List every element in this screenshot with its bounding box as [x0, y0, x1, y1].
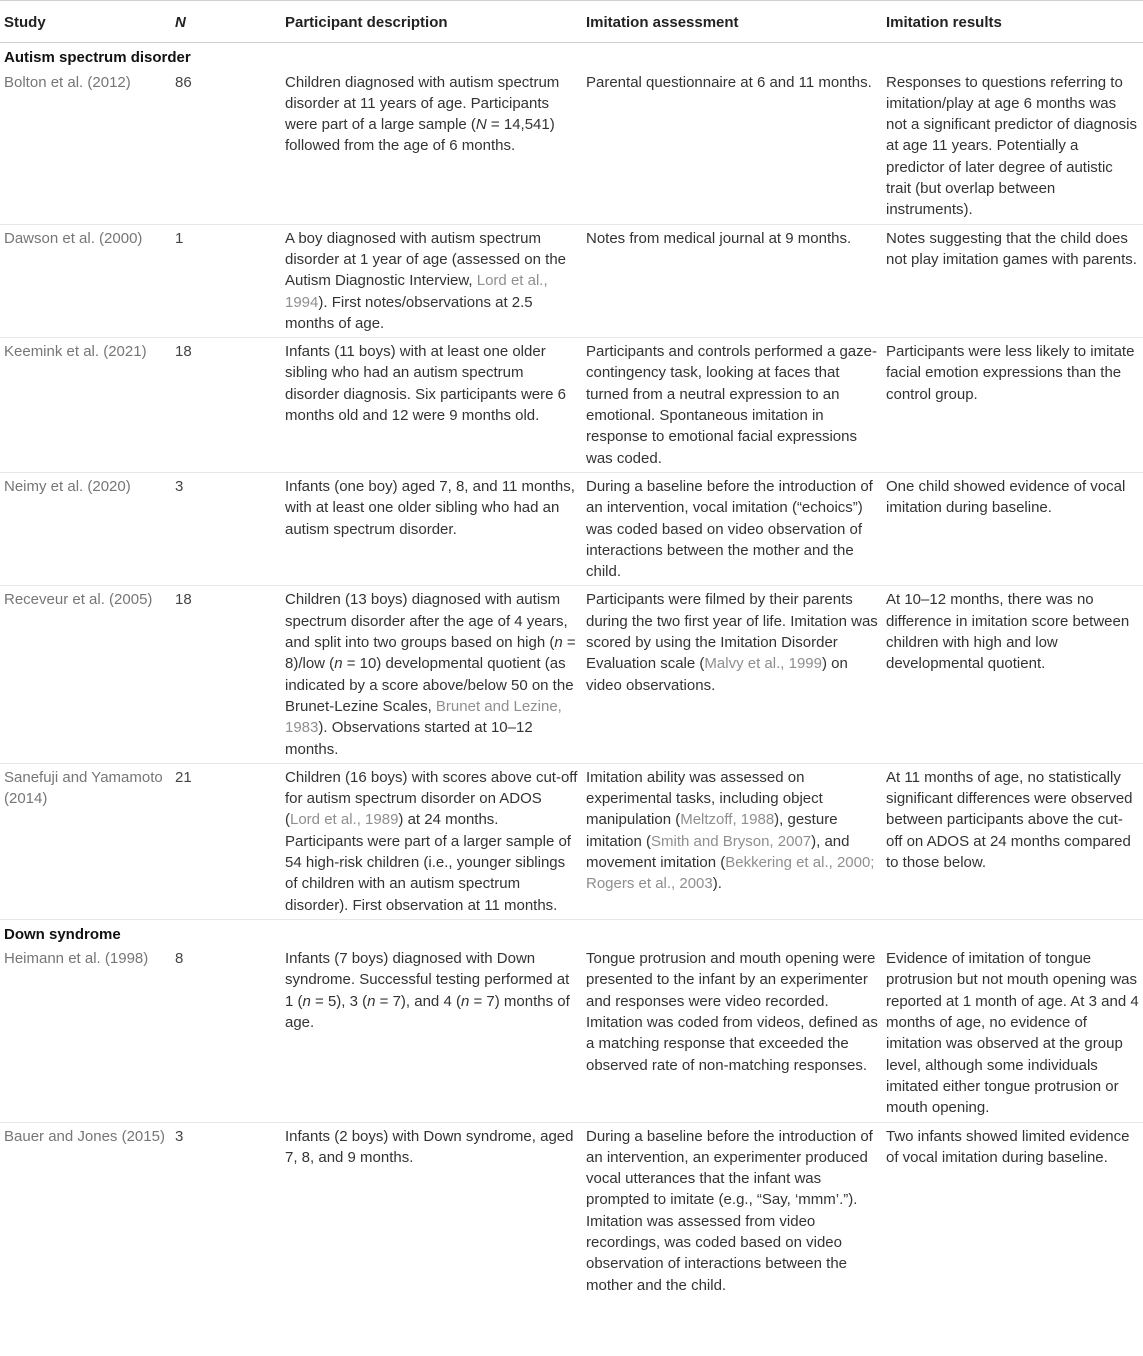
description-cell: Children (13 boys) diagnosed with autism spectrum disorder after the age of 4 years, and split into two groups based on high (n = 8)/low (n = 10) developmental quotient (as indicated by a score above/below 50 on the Brunet-Lezine Scales, Brunet and Lezine, 1983). Observations started at 10–12 months. — [281, 586, 582, 763]
table-row — [0, 224, 1143, 337]
header-study: Study — [0, 1, 171, 43]
description-cell: Infants (2 boys) with Down syndrome, aged 7, 8, and 9 months. — [285, 1127, 574, 1166]
assessment-cell: During a baseline before the introduction of an intervention, vocal imitation (“echoics”) was coded based on video observation of interactions between the mother and the child. — [582, 472, 882, 585]
citation-link[interactable]: Lord et al., 1994 — [285, 272, 548, 311]
n-cell: 21 — [171, 763, 281, 919]
description-cell: Infants (7 boys) diagnosed with Down syndrome. Successful testing performed at 1 (n = 5), 3 (n = 7), and 4 (n = 7) months of age. — [281, 945, 582, 1122]
table-row — [0, 472, 1143, 585]
section-heading: Autism spectrum disorder — [4, 49, 191, 67]
results-cell: Responses to questions referring to imitation/play at age 6 months was not a significant predictor of diagnosis at age 11 years. Potentially a predictor of later degree of autistic trait (but overlap between instruments). — [882, 69, 1143, 225]
results-cell: Notes suggesting that the child does not play imitation games with parents. — [882, 224, 1143, 337]
section-heading: Down syndrome — [4, 925, 121, 943]
study-cell: Heimann et al. (1998) — [0, 945, 171, 1122]
study-cell: Receveur et al. (2005) — [0, 586, 171, 763]
study-cell: Sanefuji and Yamamoto (2014) — [0, 763, 171, 919]
description-cell: A boy diagnosed with autism spectrum disorder at 1 year of age (assessed on the Autism Diagnostic Interview, Lord et al., 1994). First notes/observations at 2.5 months of age. — [281, 224, 582, 337]
citation-link[interactable]: Lord et al., 1989 — [290, 811, 399, 829]
n-cell: 86 — [171, 69, 281, 225]
citation-link[interactable]: Brunet and Lezine, 1983 — [285, 697, 562, 737]
table-row — [0, 763, 1143, 919]
assessment-cell: Parental questionnaire at 6 and 11 months. — [582, 69, 882, 225]
results-cell: One child showed evidence of vocal imitation during baseline. — [882, 472, 1143, 585]
results-cell: Two infants showed limited evidence of vocal imitation during baseline. — [886, 1127, 1130, 1166]
n-cell: 8 — [171, 945, 281, 1122]
assessment-cell: Imitation ability was assessed on experimental tasks, including object manipulation (Meltzoff, 1988), gesture imitation (Smith and Bryson, 2007), and movement imitation (Bekkering et al., 2000; Rogers et al., 2003). — [582, 763, 882, 919]
table-row — [0, 945, 1143, 1122]
assessment-cell: During a baseline before the introduction of an intervention, an experimenter produced vocal utterances that the infant was prompted to imitate (e.g., “Say, ‘mmm’.”). Imitation was assessed from video recordings, was coded based on video observation of interactions between the mother and the child. — [586, 1127, 873, 1294]
study-cell: Dawson et al. (2000) — [0, 224, 171, 337]
section-row-down — [0, 919, 1143, 945]
study-cell: Bolton et al. (2012) — [0, 69, 171, 225]
header-assessment: Imitation assessment — [582, 1, 882, 43]
description-cell: Infants (one boy) aged 7, 8, and 11 months, with at least one older sibling who had an autism spectrum disorder. — [281, 472, 582, 585]
header-results: Imitation results — [882, 1, 1143, 43]
assessment-cell: Participants were filmed by their parents during the two first year of life. Imitation was scored by using the Imitation Disorder Evaluation scale (Malvy et al., 1999) on video observations. — [582, 586, 882, 763]
citation-link[interactable]: Bekkering et al., 2000; Rogers et al., 2003 — [586, 853, 875, 893]
section-row-asd — [0, 43, 1143, 69]
table-row — [0, 69, 1143, 225]
n-cell: 1 — [171, 224, 281, 337]
results-cell: Evidence of imitation of tongue protrusion but not mouth opening was reported at 1 month of age. At 3 and 4 months of age, no evidence of imitation was observed at the group level, although some individuals imitated either tongue protrusion or mouth opening. — [882, 945, 1143, 1122]
n-cell: 3 — [171, 472, 281, 585]
n-cell: 18 — [171, 338, 281, 473]
assessment-cell: Tongue protrusion and mouth opening were presented to the infant by an experimenter and responses were video recorded. Imitation was coded from videos, defined as a matching response that exceeded the observed rate of non-matching responses. — [582, 945, 882, 1122]
results-cell: Participants were less likely to imitate facial emotion expressions than the control group. — [882, 338, 1143, 473]
results-cell: At 11 months of age, no statistically significant differences were observed between participants above the cut-off on ADOS at 24 months compared to those below. — [882, 763, 1143, 919]
description-cell: Infants (11 boys) with at least one older sibling who had an autism spectrum disorder diagnosis. Six participants were 6 months old and 12 were 9 months old. — [281, 338, 582, 473]
study-cell: Bauer and Jones (2015) — [4, 1127, 165, 1145]
assessment-cell: Notes from medical journal at 9 months. — [582, 224, 882, 337]
table-row — [0, 338, 1143, 473]
table-row — [0, 1122, 1143, 1299]
citation-link[interactable]: Smith and Bryson, 2007 — [651, 832, 812, 850]
description-cell: Children diagnosed with autism spectrum disorder at 11 years of age. Participants were part of a large sample (N = 14,541) followed from the age of 6 months. — [281, 69, 582, 225]
header-description: Participant description — [281, 1, 582, 43]
description-cell: Children (16 boys) with scores above cut-off for autism spectrum disorder on ADOS (Lord et al., 1989) at 24 months. Participants were part of a larger sample of 54 high-risk children (i.e., younger siblings of children with an autism spectrum disorder). First observation at 11 months. — [281, 763, 582, 919]
results-cell: At 10–12 months, there was no difference in imitation score between children with high and low developmental quotient. — [882, 586, 1143, 763]
study-cell: Keemink et al. (2021) — [0, 338, 171, 473]
n-cell: 3 — [175, 1127, 184, 1145]
n-cell: 18 — [171, 586, 281, 763]
table-row — [0, 586, 1143, 763]
assessment-cell: Participants and controls performed a gaze-contingency task, looking at faces that turned from a neutral expression to an emotional. Spontaneous imitation in response to emotional facial expressions was coded. — [582, 338, 882, 473]
header-row — [0, 1, 1143, 43]
citation-link[interactable]: Meltzoff, 1988 — [680, 811, 775, 829]
study-cell: Neimy et al. (2020) — [0, 472, 171, 585]
citation-link[interactable]: Malvy et al., 1999 — [704, 655, 822, 673]
header-n: N — [171, 1, 281, 43]
